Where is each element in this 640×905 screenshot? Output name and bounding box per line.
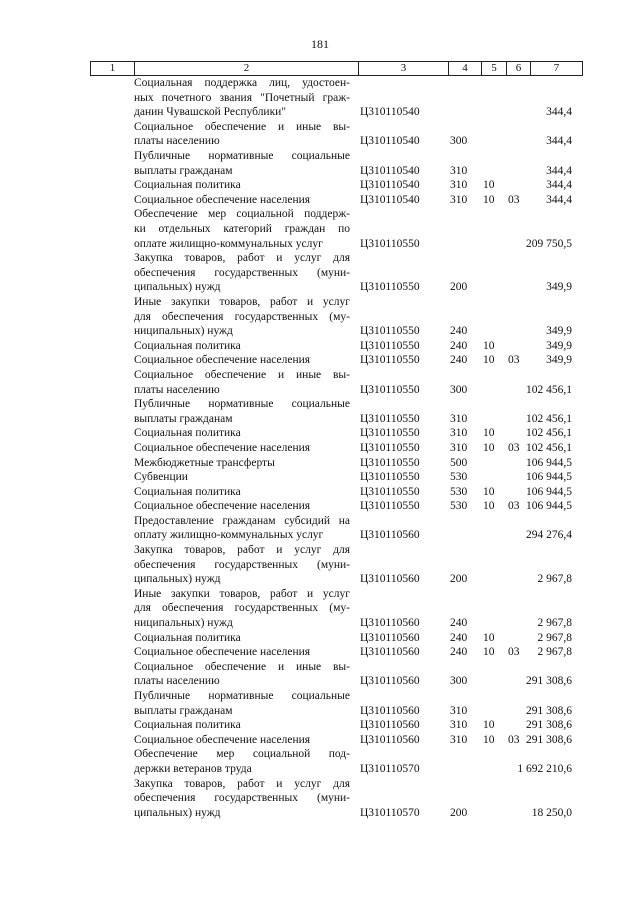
row-name-line: Социальная политика [134, 427, 241, 440]
row-name-line: Социальная поддержка лиц, удостоен- [134, 77, 350, 90]
row-name [134, 353, 350, 368]
row-name [134, 456, 350, 471]
budget-table-body [90, 76, 582, 820]
table-row [90, 339, 582, 354]
row-code: Ц310110550 [360, 325, 420, 338]
row-name [134, 120, 350, 149]
row-name [134, 397, 350, 426]
row-expense-type: 240 [450, 646, 468, 659]
row-name [134, 339, 350, 354]
row-name-line: выплаты гражданам [134, 704, 233, 717]
row-section: 10 [483, 485, 495, 498]
table-row [90, 689, 582, 718]
row-expense-type: 200 [450, 806, 468, 819]
row-name-line: оплате жилищно-коммунальных услуг [134, 237, 323, 250]
table-row [90, 587, 582, 631]
table-row [90, 149, 582, 178]
row-sum: 102 456,1 [526, 441, 572, 454]
row-name-line: Социальное обеспечение населения [134, 646, 311, 659]
table-row [90, 456, 582, 471]
row-subsection: 03 [508, 733, 520, 746]
row-code: Ц310110540 [360, 193, 420, 206]
row-code: Ц310110560 [360, 733, 420, 746]
row-section: 10 [483, 354, 495, 367]
row-name-line: ных почетного звания "Почетный граж- [134, 91, 350, 104]
row-name-line: Социальное обеспечение и иные вы- [134, 368, 350, 381]
row-sum: 344,4 [546, 179, 572, 192]
row-subsection: 03 [508, 646, 520, 659]
row-name-line: выплаты гражданам [134, 412, 233, 425]
row-expense-type: 240 [450, 617, 468, 630]
row-name-line: выплаты гражданам [134, 164, 233, 177]
row-name [134, 660, 350, 689]
row-name-line: Публичные нормативные социальные [134, 149, 350, 162]
row-sum: 102 456,1 [526, 383, 572, 396]
row-code: Ц310110550 [360, 354, 420, 367]
row-name-line: данин Чувашской Республики" [134, 106, 287, 119]
row-name-line: Межбюджетные трансферты [134, 456, 275, 469]
row-code: Ц310110560 [360, 646, 420, 659]
row-expense-type: 310 [450, 193, 468, 206]
row-code: Ц310110550 [360, 237, 420, 250]
row-name [134, 251, 350, 295]
row-section: 10 [483, 339, 495, 352]
row-expense-type: 310 [450, 719, 468, 732]
row-name [134, 645, 350, 660]
row-name-line: держки ветеранов труда [134, 763, 252, 775]
row-name-line: платы населению [134, 675, 220, 688]
row-name [134, 426, 350, 441]
row-code: Ц310110540 [360, 164, 420, 177]
row-name-line: Социальная политика [134, 485, 241, 498]
row-name [134, 689, 350, 718]
row-name [134, 543, 350, 587]
row-code: Ц310110560 [360, 675, 420, 688]
row-name-line: Социальная политика [134, 719, 241, 732]
row-name-line: Закупка товаров, работ и услуг для [134, 777, 350, 790]
row-subsection: 03 [508, 354, 520, 367]
column-header-2: 2 [135, 62, 359, 76]
row-name [134, 441, 350, 456]
row-expense-type: 310 [450, 412, 468, 425]
row-code: Ц310110550 [360, 412, 420, 425]
row-name-line: Закупка товаров, работ и услуг для [134, 544, 350, 557]
row-name-line: Предоставление гражданам субсидий на [134, 514, 350, 527]
row-name-line: для обеспечения государственных (му- [134, 310, 350, 323]
row-code: Ц310110540 [360, 135, 420, 148]
row-name [134, 485, 350, 500]
row-expense-type: 530 [450, 500, 468, 513]
row-sum: 291 308,6 [526, 675, 572, 688]
row-name [134, 514, 350, 543]
row-code: Ц310110560 [360, 617, 420, 630]
row-sum: 1 692 210,6 [517, 763, 572, 775]
table-row [90, 353, 582, 368]
table-row [90, 295, 582, 339]
row-sum: 294 276,4 [526, 529, 572, 542]
row-name-line: Социальное обеспечение населения [134, 733, 311, 746]
table-row [90, 441, 582, 456]
row-name-line: Иные закупки товаров, работ и услуг [134, 587, 350, 600]
table-row [90, 645, 582, 660]
row-sum: 349,9 [546, 281, 572, 294]
table-row [90, 76, 582, 120]
table-row [90, 207, 582, 251]
table-row [90, 426, 582, 441]
row-expense-type: 300 [450, 675, 468, 688]
row-sum: 18 250,0 [531, 806, 572, 819]
row-name-line: ниципальных) нужд [134, 325, 233, 338]
row-expense-type: 530 [450, 485, 468, 498]
row-code: Ц310110560 [360, 719, 420, 732]
row-expense-type: 240 [450, 631, 468, 644]
row-section: 10 [483, 631, 495, 644]
row-code: Ц310110550 [360, 441, 420, 454]
row-section: 10 [483, 646, 495, 659]
row-section: 10 [483, 500, 495, 513]
row-expense-type: 310 [450, 179, 468, 192]
row-name [134, 178, 350, 193]
row-code: Ц310110560 [360, 704, 420, 717]
row-code: Ц310110550 [360, 485, 420, 498]
row-sum: 344,4 [546, 135, 572, 148]
row-name-line: Закупка товаров, работ и услуг для [134, 252, 350, 265]
table-row [90, 178, 582, 193]
row-name-line: ципальных) нужд [134, 806, 221, 819]
row-code: Ц310110560 [360, 631, 420, 644]
row-expense-type: 200 [450, 281, 468, 294]
row-code: Ц310110540 [360, 179, 420, 192]
row-name-line: обеспечения государственных (муни- [134, 792, 350, 805]
row-sum: 349,9 [546, 339, 572, 352]
row-name-line: платы населению [134, 135, 220, 148]
row-name [134, 733, 350, 748]
row-name-line: Обеспечение мер социальной под- [134, 748, 350, 761]
row-name-line: обеспечения государственных (муни- [134, 558, 350, 571]
row-expense-type: 310 [450, 164, 468, 177]
row-name-line: Социальное обеспечение населения [134, 354, 311, 367]
column-header-4: 4 [449, 62, 482, 76]
table-row [90, 777, 582, 821]
row-section: 10 [483, 733, 495, 746]
row-expense-type: 310 [450, 704, 468, 717]
row-section: 10 [483, 193, 495, 206]
row-name-line: Социальная политика [134, 631, 241, 644]
row-name [134, 631, 350, 646]
row-name-line: Публичные нормативные социальные [134, 690, 350, 703]
row-sum: 344,4 [546, 193, 572, 206]
row-sum: 2 967,8 [537, 573, 572, 586]
table-row [90, 499, 582, 514]
row-expense-type: 310 [450, 733, 468, 746]
column-header-1: 1 [91, 62, 135, 76]
row-expense-type: 300 [450, 383, 468, 396]
row-expense-type: 200 [450, 573, 468, 586]
row-name-line: Иные закупки товаров, работ и услуг [134, 295, 350, 308]
row-code: Ц310110550 [360, 281, 420, 294]
row-expense-type: 310 [450, 441, 468, 454]
row-code: Ц310110550 [360, 383, 420, 396]
row-section: 10 [483, 427, 495, 440]
row-sum: 291 308,6 [526, 733, 572, 746]
row-name-line: Социальная политика [134, 179, 241, 192]
row-expense-type: 500 [450, 456, 468, 469]
row-name-line: Субвенции [134, 471, 188, 484]
row-sum: 102 456,1 [526, 427, 572, 440]
row-name-line: ципальных) нужд [134, 573, 221, 586]
row-name-line: Социальное обеспечение и иные вы- [134, 120, 350, 133]
table-row [90, 514, 582, 543]
row-name-line: ципальных) нужд [134, 281, 221, 294]
row-sum: 291 308,6 [526, 704, 572, 717]
row-subsection: 03 [508, 500, 520, 513]
row-name [134, 368, 350, 397]
row-sum: 349,9 [546, 325, 572, 338]
table-row [90, 543, 582, 587]
row-name-line: ниципальных) нужд [134, 617, 233, 630]
table-row [90, 718, 582, 733]
row-sum: 2 967,8 [537, 617, 572, 630]
row-code: Ц310110550 [360, 427, 420, 440]
table-row [90, 485, 582, 500]
row-subsection: 03 [508, 441, 520, 454]
row-subsection: 03 [508, 193, 520, 206]
table-row [90, 120, 582, 149]
row-sum: 344,4 [546, 164, 572, 177]
table-row [90, 631, 582, 646]
row-code: Ц310110550 [360, 339, 420, 352]
row-name-line: оплату жилищно-коммунальных услуг [134, 529, 324, 542]
row-name-line: Социальная политика [134, 339, 241, 352]
row-section: 10 [483, 179, 495, 192]
row-section: 10 [483, 719, 495, 732]
row-name-line: Социальное обеспечение и иные вы- [134, 660, 350, 673]
row-sum: 209 750,5 [526, 237, 572, 250]
column-header-5: 5 [482, 62, 507, 76]
row-sum: 106 944,5 [526, 500, 572, 513]
row-sum: 344,4 [546, 106, 572, 119]
row-name-line: Обеспечение мер социальной поддерж- [134, 208, 350, 221]
row-expense-type: 310 [450, 427, 468, 440]
row-section: 10 [483, 441, 495, 454]
row-name [134, 718, 350, 733]
row-sum: 349,9 [546, 354, 572, 367]
row-sum: 106 944,5 [526, 471, 572, 484]
table-row [90, 397, 582, 426]
row-sum: 2 967,8 [537, 631, 572, 644]
row-code: Ц310110540 [360, 106, 420, 119]
row-sum: 102 456,1 [526, 412, 572, 425]
row-name-line: обеспечения государственных (муни- [134, 266, 350, 279]
row-expense-type: 240 [450, 354, 468, 367]
page-number: 181 [311, 37, 329, 51]
row-expense-type: 240 [450, 325, 468, 338]
row-name [134, 587, 350, 631]
row-expense-type: 530 [450, 471, 468, 484]
row-code: Ц310110550 [360, 471, 420, 484]
table-row [90, 251, 582, 295]
column-header-row [91, 62, 583, 76]
table-row [90, 470, 582, 485]
row-expense-type: 240 [450, 339, 468, 352]
row-name-line: Социальное обеспечение населения [134, 441, 311, 454]
row-name [134, 76, 350, 120]
row-sum: 291 308,6 [526, 719, 572, 732]
column-header-table [90, 61, 583, 76]
row-sum: 106 944,5 [526, 485, 572, 498]
row-name-line: платы населению [134, 383, 220, 396]
table-row [90, 193, 582, 208]
row-name [134, 499, 350, 514]
row-name [134, 149, 350, 178]
row-name [134, 207, 350, 251]
row-name [134, 747, 350, 776]
row-sum: 2 967,8 [537, 646, 572, 659]
column-header-6: 6 [507, 62, 531, 76]
row-sum: 106 944,5 [526, 456, 572, 469]
row-name-line: для обеспечения государственных (му- [134, 602, 350, 615]
row-name-line: Социальное обеспечение населения [134, 193, 311, 206]
table-row [90, 747, 582, 776]
row-name-line: Социальное обеспечение населения [134, 500, 311, 513]
column-header-3: 3 [359, 62, 449, 76]
table-row [90, 733, 582, 748]
row-name-line: Публичные нормативные социальные [134, 398, 350, 411]
row-code: Ц310110560 [360, 529, 420, 542]
table-row [90, 368, 582, 397]
row-code: Ц310110560 [360, 573, 420, 586]
row-name [134, 193, 350, 208]
row-code: Ц310110570 [360, 806, 420, 819]
row-code: Ц310110550 [360, 456, 420, 469]
row-name-line: ки отдельных категорий граждан по [134, 222, 350, 235]
table-row [90, 660, 582, 689]
row-code: Ц310110550 [360, 500, 420, 513]
row-code: Ц310110570 [360, 763, 420, 775]
row-expense-type: 300 [450, 135, 468, 148]
row-name [134, 295, 350, 339]
row-name [134, 777, 350, 821]
column-header-7: 7 [531, 62, 583, 76]
row-name [134, 470, 350, 485]
